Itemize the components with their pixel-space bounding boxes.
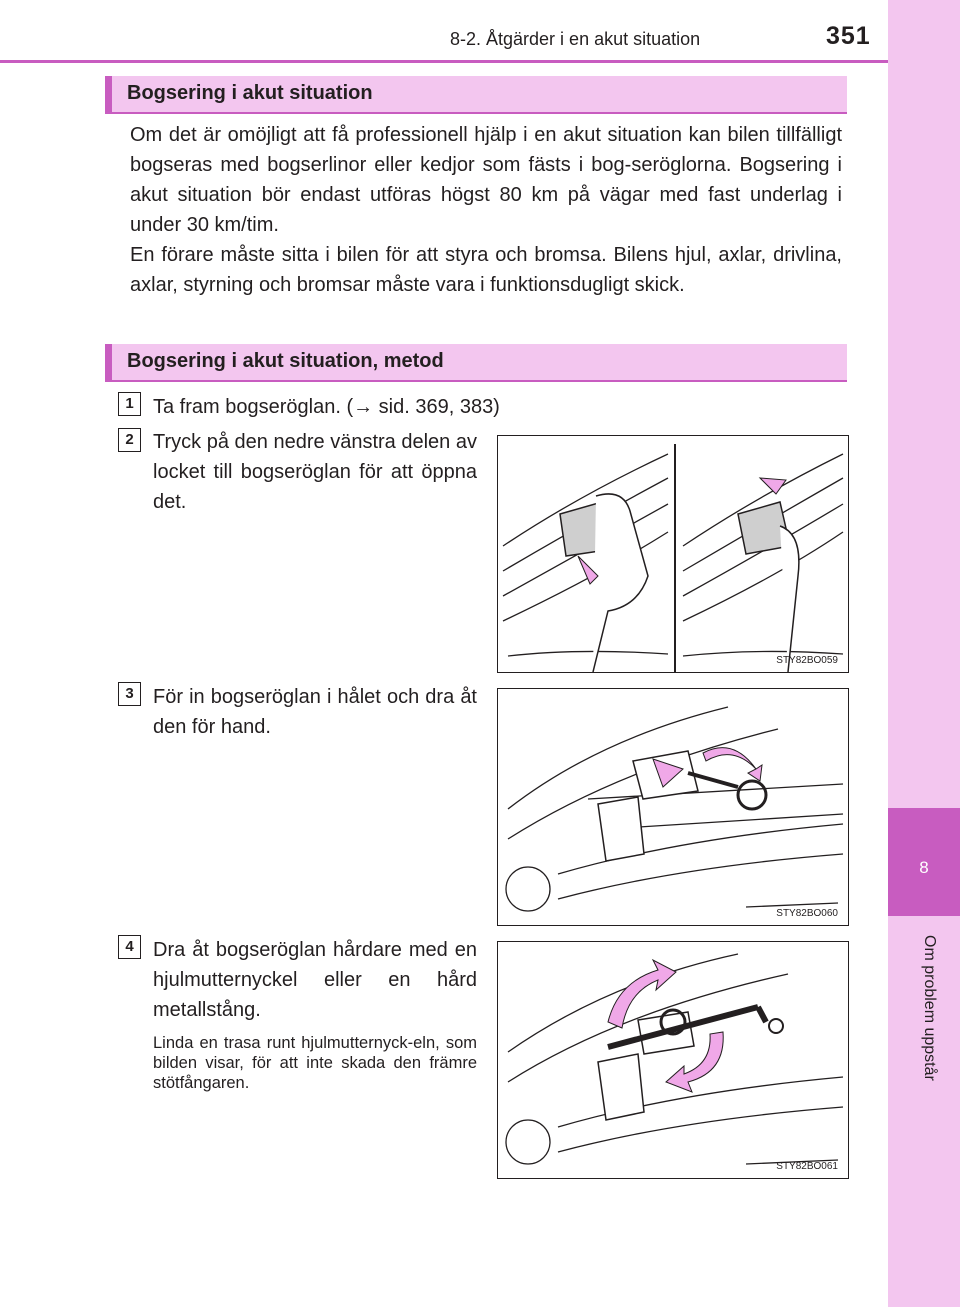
chapter-tab-number[interactable]: 8 <box>888 808 960 916</box>
illustration-insert-eyelet <box>498 689 848 925</box>
step-number-1: 1 <box>118 392 141 416</box>
heading-accent-bar <box>105 344 112 382</box>
section-heading: Bogsering i akut situation, metod <box>127 350 444 372</box>
chapter-tab-title: Om problem uppstår <box>921 935 938 1081</box>
figure-open-cover <box>497 435 849 673</box>
section-heading-bar <box>105 344 847 382</box>
illustration-tighten-eyelet <box>498 942 848 1178</box>
heading-accent-bar <box>105 76 112 114</box>
step-4-note: Linda en trasa runt hjulmutternyck-eln, som bilden visar, för att inte skada den främre stötfångaren. <box>153 1034 477 1092</box>
illustration-open-cover <box>498 436 848 672</box>
page-number: 351 <box>826 22 871 50</box>
intro-paragraph: Om det är omöjligt att få professionell hjälp i en akut situation kan bilen tillfälligt bogseras med bogserlinor eller kedjor som fästs i bog-seröglorna. Bogsering i akut situation bör endast utföras högst 80 km på vägar med fast underlag i under 30 km/tim. <box>130 124 842 236</box>
figure-code: STY82BO061 <box>776 1161 838 1172</box>
figure-tighten-eyelet <box>497 941 849 1179</box>
running-header-title: 8-2. Åtgärder i en akut situation <box>450 29 701 49</box>
step-number-2: 2 <box>118 428 141 452</box>
requirements-paragraph: En förare måste sitta i bilen för att styra och bromsa. Bilens hjul, axlar, drivlina, axlar, styrning och bromsar måste vara i funktionsdugligt skick. <box>130 244 842 296</box>
figure-code: STY82BO059 <box>776 655 838 666</box>
step-4-text: Dra åt bogseröglan hårdare med en hjulmutternyckel eller en hård metallstång. <box>153 939 477 1021</box>
step-number-3: 3 <box>118 682 141 706</box>
section-heading: Bogsering i akut situation <box>127 82 373 104</box>
step-2-text: Tryck på den nedre vänstra delen av locket till bogseröglan för att öppna det. <box>153 431 477 513</box>
figure-insert-eyelet <box>497 688 849 926</box>
step-3-text: För in bogseröglan i hålet och dra åt den för hand. <box>153 686 477 738</box>
section-heading-bar <box>105 76 847 114</box>
step-number-4: 4 <box>118 935 141 959</box>
step-1-text[interactable]: Ta fram bogseröglan. (→ sid. 369, 383) <box>153 396 500 418</box>
figure-code: STY82BO060 <box>776 908 838 919</box>
header-rule <box>0 60 888 63</box>
